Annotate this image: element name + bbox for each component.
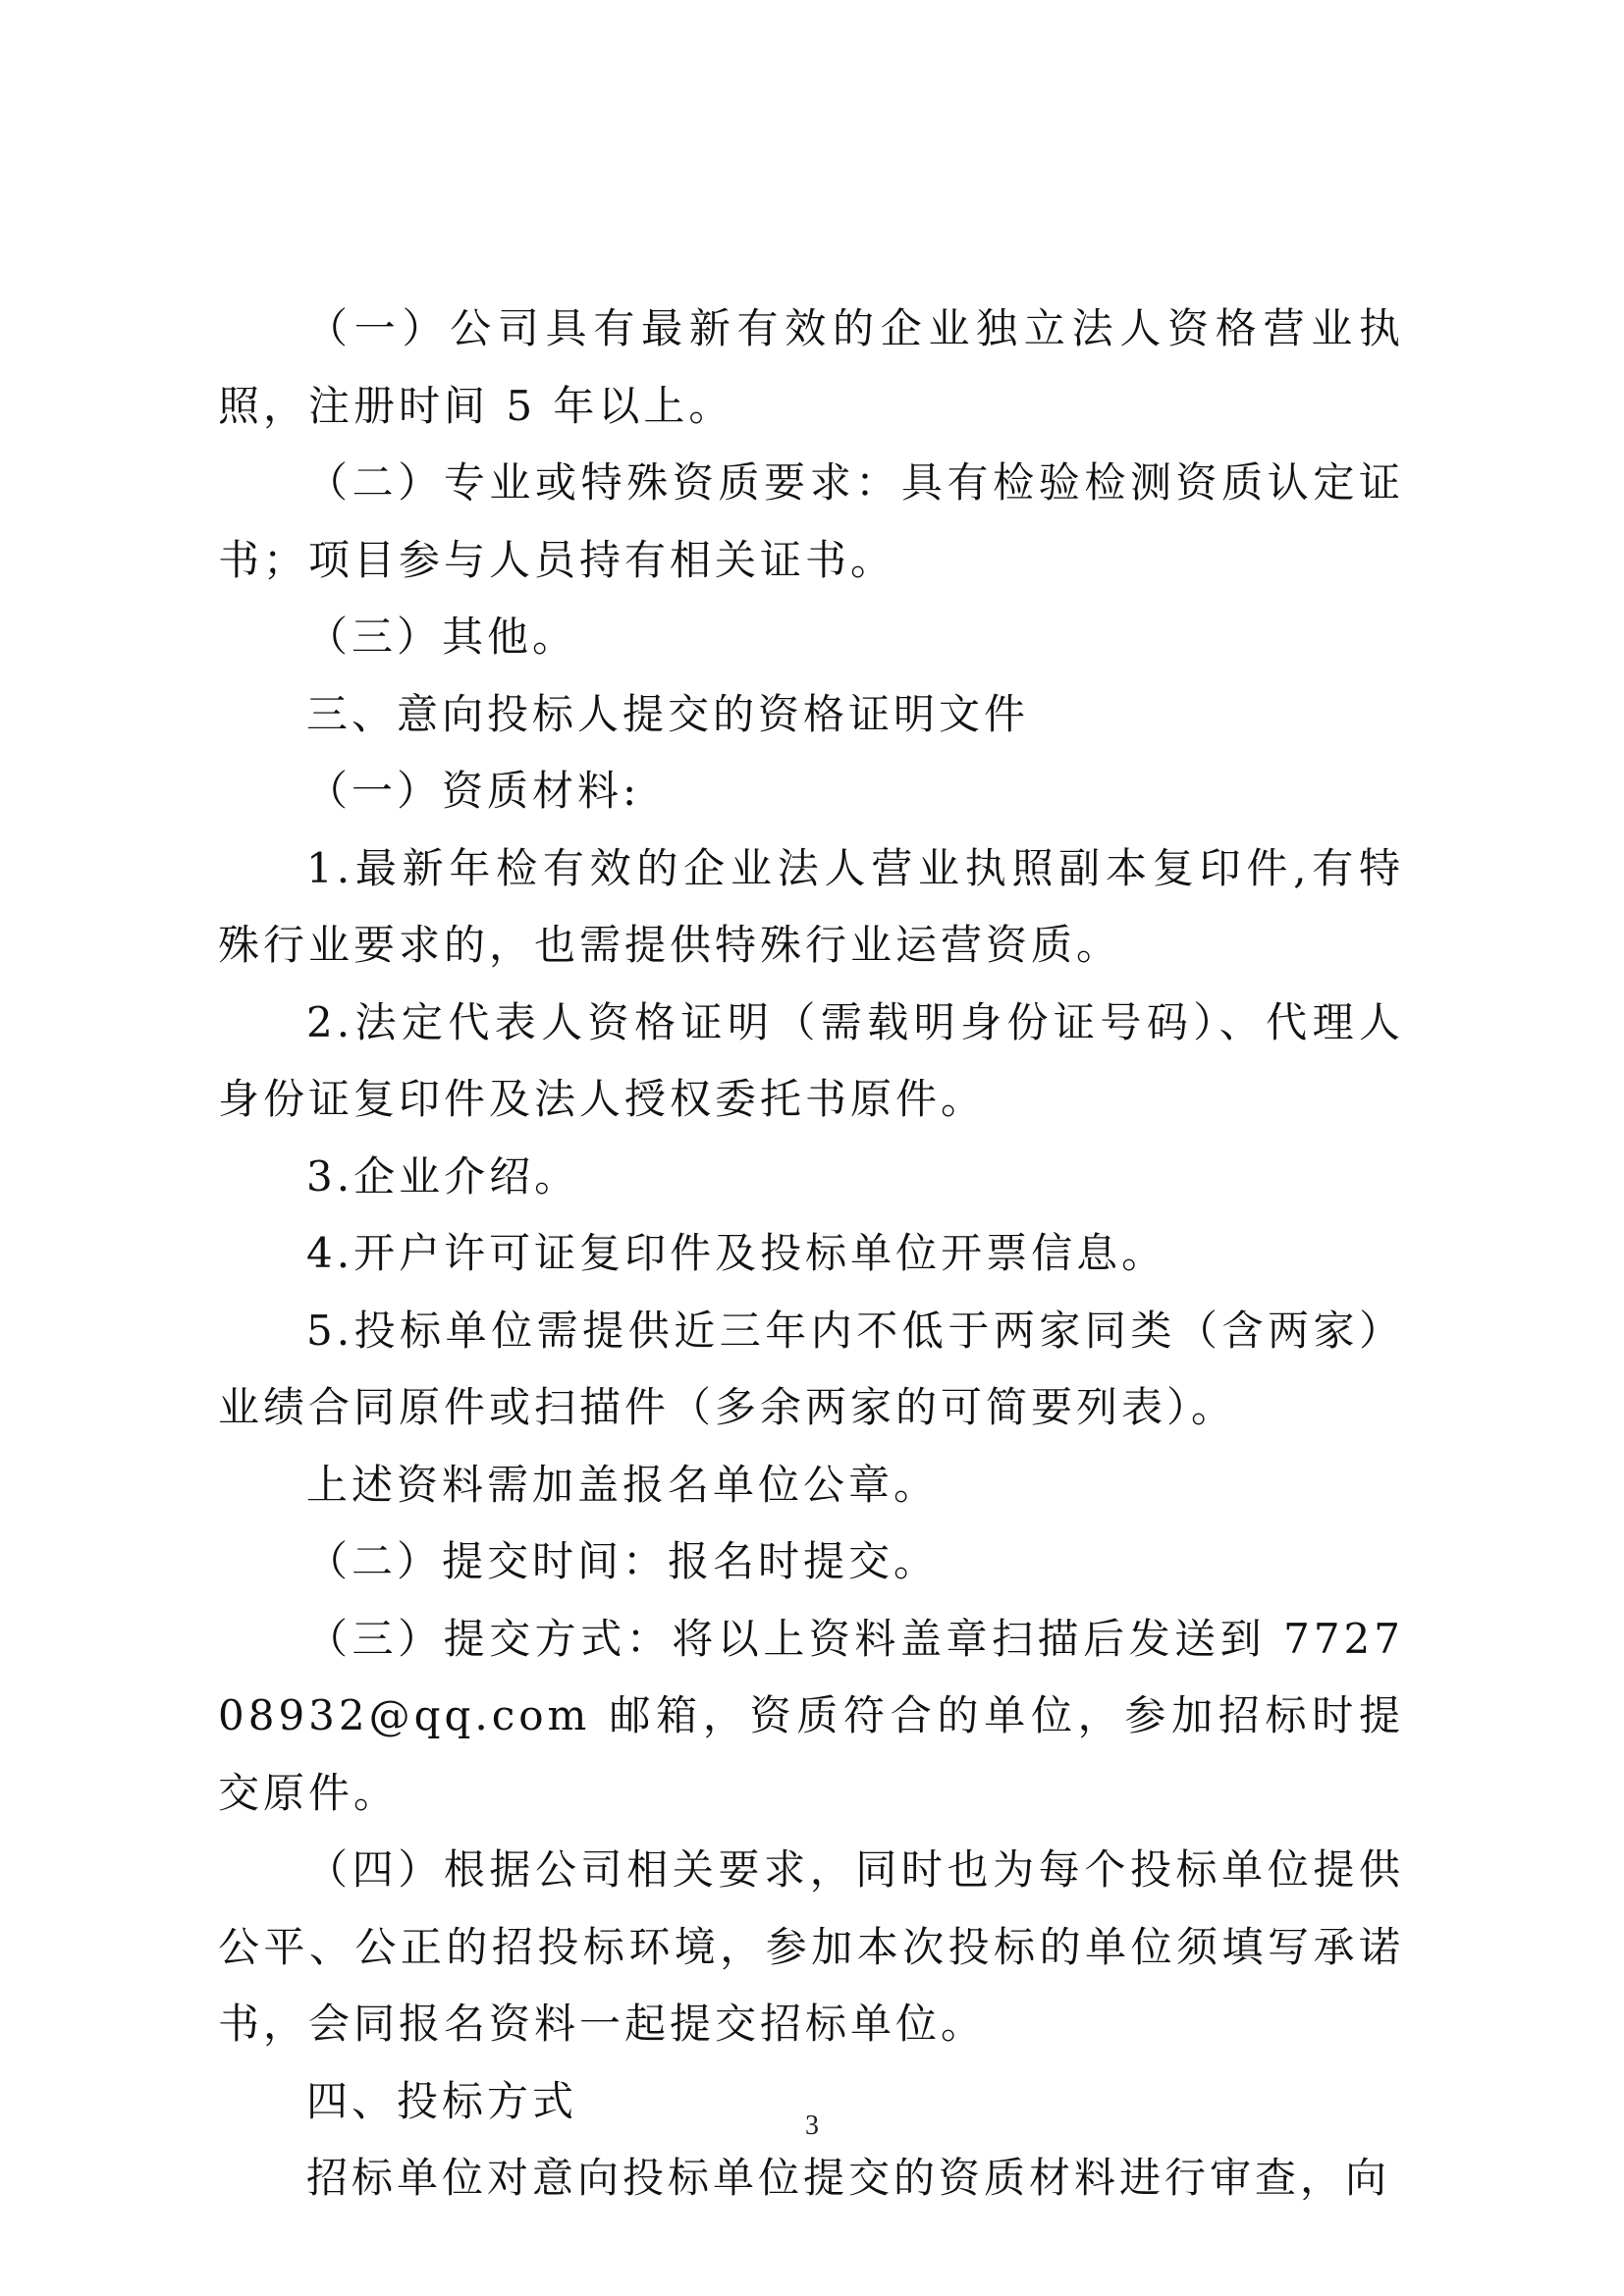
document-body xyxy=(218,291,1404,2217)
paragraph-review: 招标单位对意向投标单位提交的资质材料进行审查，向 xyxy=(306,2154,1391,2202)
paragraph-commitment: （四）根据公司相关要求，同时也为每个投标单位提供公平、公正的招投标环境，参加本次投标的单位须填写承诺书，会同报名资料一起提交招标单位。 xyxy=(218,1845,1404,2048)
section-heading-documents: 三、意向投标人提交的资格证明文件 xyxy=(306,689,1030,738)
section-heading-bidding: 四、投标方式 xyxy=(306,2076,578,2125)
paragraph-qualification-license: （一）公司具有最新有效的企业独立法人资格营业执照，注册时间 5 年以上。 xyxy=(218,304,1404,430)
page-number: 3 xyxy=(805,2110,819,2141)
paragraph-qualification-other: （三）其他。 xyxy=(306,613,578,661)
list-item-4: 4.开户许可证复印件及投标单位开票信息。 xyxy=(306,1229,1167,1277)
list-item-5: 5.投标单位需提供近三年内不低于两家同类（含两家）业绩合同原件或扫描件（多余两家的可简要列表）。 xyxy=(218,1306,1404,1431)
list-item-3: 3.企业介绍。 xyxy=(306,1151,580,1201)
paragraph-submit-method: （三）提交方式：将以上资料盖章扫描后发送到 772708932@qq.com 邮箱，资质符合的单位，参加招标时提交原件。 xyxy=(218,1614,1404,1817)
subheading-materials: （一）资质材料: xyxy=(306,767,641,815)
paragraph-submit-time: （二）提交时间：报名时提交。 xyxy=(306,1537,940,1585)
paragraph-seal-note: 上述资料需加盖报名单位公章。 xyxy=(306,1460,940,1509)
list-item-1: 1.最新年检有效的企业法人营业执照副本复印件,有特殊行业要求的，也需提供特殊行业运营资质。 xyxy=(218,843,1404,969)
paragraph-qualification-special: （二）专业或特殊资质要求：具有检验检测资质认定证书；项目参与人员持有相关证书。 xyxy=(218,458,1404,584)
list-item-2: 2.法定代表人资格证明（需载明身份证号码）、代理人身份证复印件及法人授权委托书原件。 xyxy=(218,997,1404,1123)
